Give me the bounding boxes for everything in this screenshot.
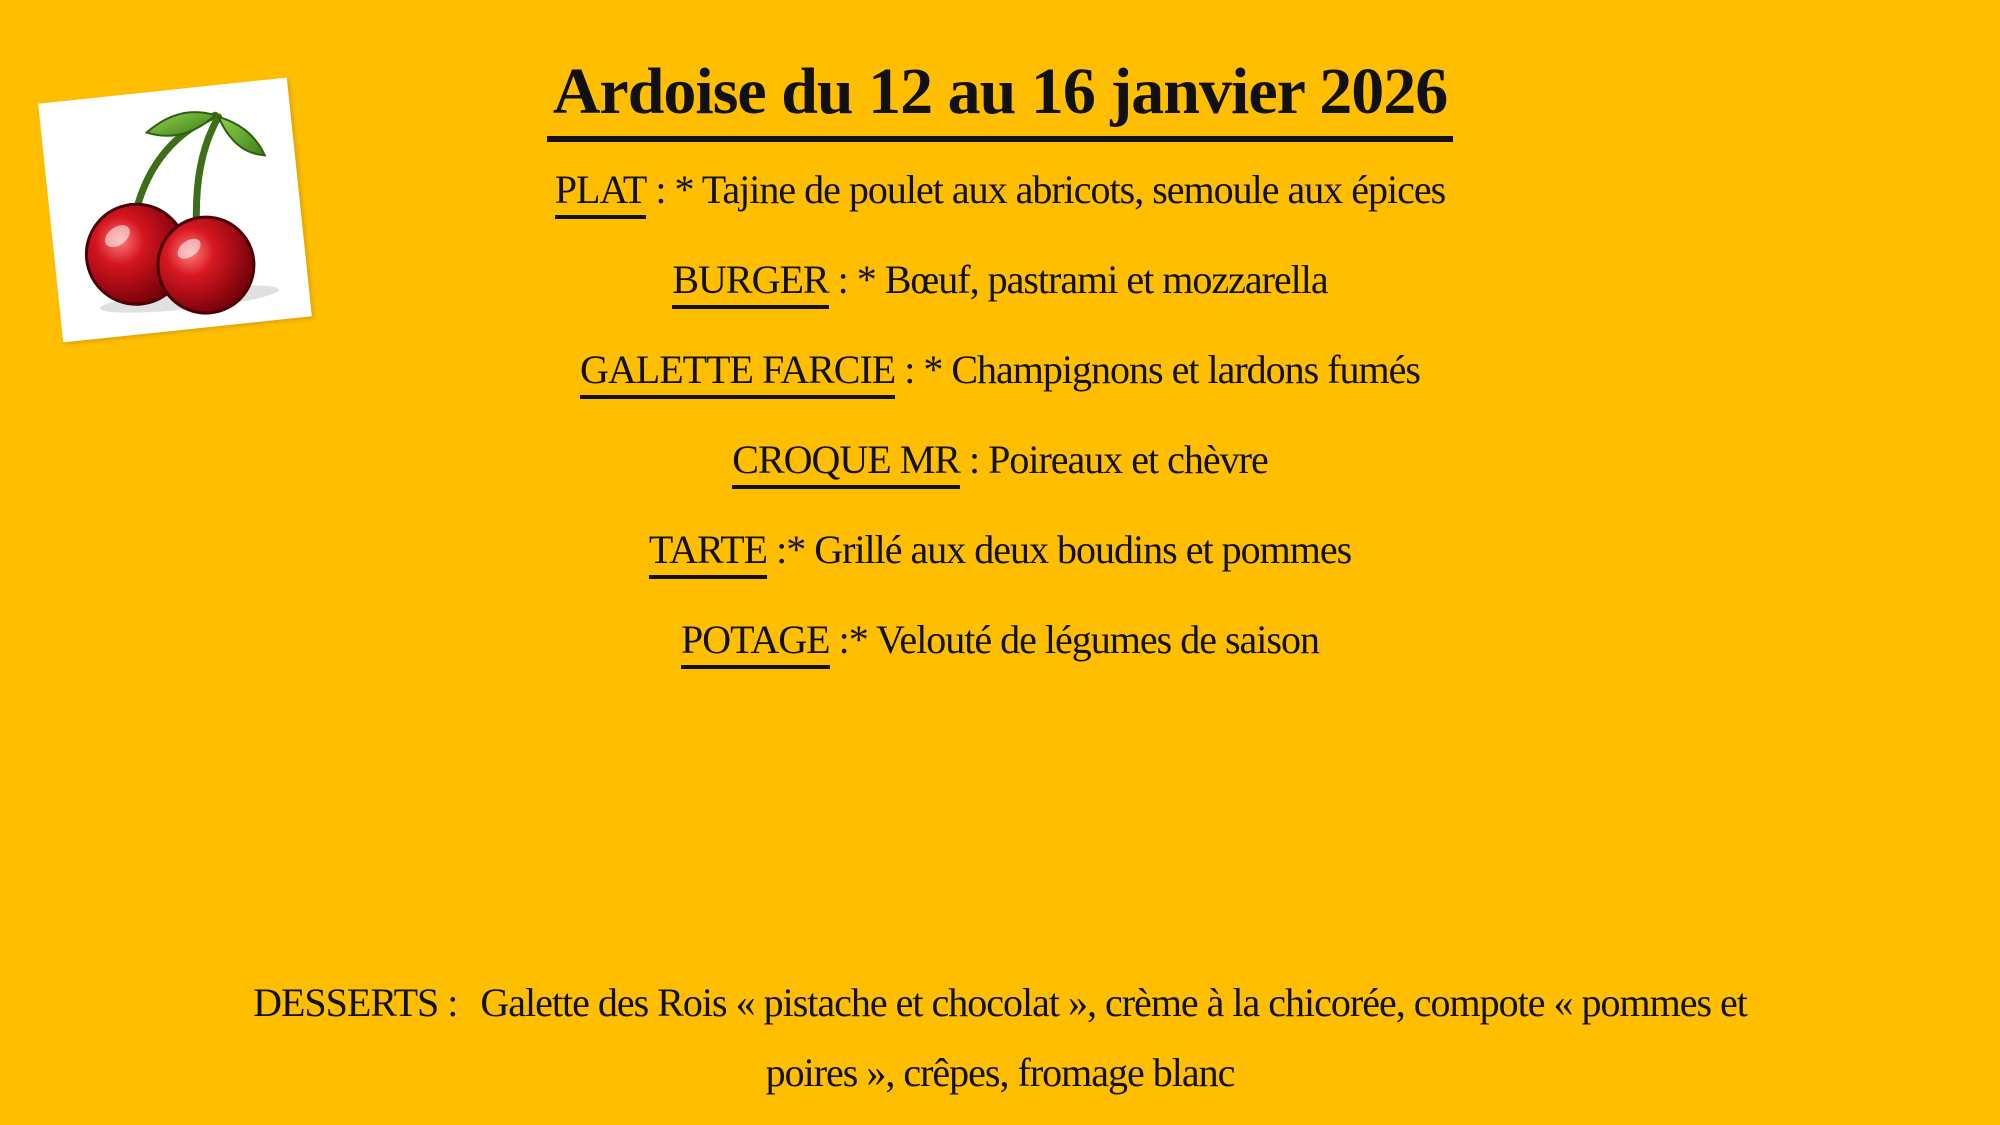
menu-item-tarte xyxy=(0,520,2000,610)
menu-description: * Champignons et lardons fumés xyxy=(923,347,1420,392)
menu-label: CROQUE MR xyxy=(732,435,960,489)
desserts-text: Galette des Rois « pistache et chocolat », crème à la chicorée, compote « pommes et poires », crêpes, fromage blanc xyxy=(480,980,1747,1095)
menu-description: * Bœuf, pastrami et mozzarella xyxy=(856,257,1328,302)
menu-list xyxy=(0,160,2000,700)
desserts-label: DESSERTS : xyxy=(253,980,458,1025)
menu-item-potage xyxy=(0,610,2000,700)
menu-description: * Grillé aux deux boudins et pommes xyxy=(786,527,1352,572)
title-text: Ardoise du 12 au 16 janvier 2026 xyxy=(547,52,1454,142)
menu-separator: : xyxy=(767,527,787,572)
menu-label: GALETTE FARCIE xyxy=(580,345,895,399)
menu-separator: : xyxy=(829,617,849,662)
menu-item-burger xyxy=(0,250,2000,340)
menu-item-galette-farcie xyxy=(0,340,2000,430)
menu-item-croque-mr xyxy=(0,430,2000,520)
menu-label: PLAT xyxy=(555,165,647,219)
menu-separator: : xyxy=(895,347,924,392)
page-title xyxy=(0,52,2000,142)
menu-label: TARTE xyxy=(649,525,767,579)
menu-separator: : xyxy=(828,257,857,302)
menu-description: Poireaux et chèvre xyxy=(988,437,1268,482)
menu-item-plat xyxy=(0,160,2000,250)
menu-label: BURGER xyxy=(672,255,828,309)
desserts-section xyxy=(250,968,1750,1108)
menu-description: * Velouté de légumes de saison xyxy=(848,617,1319,662)
menu-separator: : xyxy=(959,437,989,482)
menu-label: POTAGE xyxy=(681,615,830,669)
menu-separator: : xyxy=(646,167,675,212)
menu-description: * Tajine de poulet aux abricots, semoule aux épices xyxy=(674,167,1446,212)
